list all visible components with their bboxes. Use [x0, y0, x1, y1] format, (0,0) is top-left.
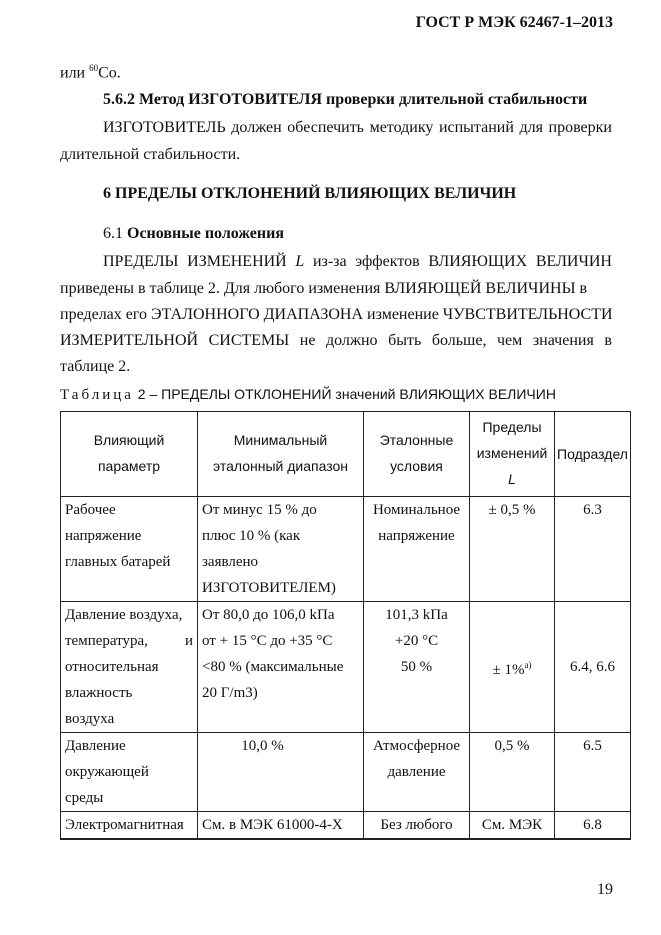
cell-line: заявлено	[202, 554, 259, 570]
word: ПРЕДЕЛЫ	[103, 253, 179, 270]
section-title: Основные положения	[127, 225, 284, 242]
cell-line: 20 Г/m3)	[202, 685, 258, 701]
cell-value: ± 1%	[492, 661, 525, 678]
caption-label: Таблица	[60, 387, 134, 403]
table-row	[61, 812, 631, 840]
cell-param	[61, 602, 198, 733]
intro-line	[60, 63, 121, 82]
influence-limits-table	[60, 411, 631, 840]
cell-param	[61, 497, 198, 602]
cell-subsection: 6.3	[555, 497, 631, 602]
header-range	[198, 412, 364, 497]
cell-line: плюс 10 % (как	[202, 528, 301, 544]
section-6-heading: 6 ПРЕДЕЛЫ ОТКЛОНЕНИЙ ВЛИЯЮЩИХ ВЕЛИЧИН	[103, 185, 517, 202]
isotope-superscript: 60	[89, 63, 99, 73]
header-line: Эталонные	[379, 432, 454, 448]
cell-line: См. в МЭК 61000-4-Х	[202, 817, 343, 833]
cell-value: 0,5 %	[494, 738, 530, 754]
word: ИЗМЕРИТЕЛЬНОЙ	[60, 332, 199, 349]
cell-ref	[364, 602, 470, 733]
word: в	[604, 332, 612, 349]
word: значения	[532, 332, 594, 349]
word: ВЕЛИЧИН	[535, 253, 612, 270]
cell-limits	[470, 497, 555, 602]
header-line: L	[508, 471, 516, 487]
header-line: Минимальный	[233, 432, 328, 448]
header-param	[61, 412, 198, 497]
intro-prefix: или	[60, 64, 90, 82]
intro-suffix: Co.	[98, 64, 121, 82]
cell-line: +20 °С	[394, 633, 439, 649]
cell-ref	[364, 812, 470, 840]
cell-line: От 80,0 до 106,0 kПа	[202, 607, 335, 623]
s562-line1	[103, 119, 612, 137]
cell-line	[65, 628, 193, 654]
cell-limits	[470, 602, 555, 733]
header-ref	[364, 412, 470, 497]
header-limits	[470, 412, 555, 497]
word: проверки	[548, 119, 612, 136]
cell-limits	[470, 812, 555, 840]
variable-l: L	[295, 253, 305, 270]
word: методику	[369, 119, 434, 136]
word: быть	[388, 332, 422, 349]
section-5-6-2-heading	[103, 91, 587, 109]
table-row	[61, 602, 631, 733]
word: не	[299, 332, 316, 349]
cell-range	[198, 602, 364, 733]
cell-value: См. МЭК	[481, 817, 543, 833]
document-header: ГОСТ Р МЭК 62467-1–2013	[415, 14, 613, 31]
cell-param	[61, 733, 198, 812]
header-line: Влияющий	[93, 432, 165, 448]
cell-line: 10,0 %	[241, 738, 284, 754]
cell-subsection: 6.4, 6.6	[555, 602, 631, 733]
cell-line: напряжение	[65, 528, 142, 544]
word: ИЗГОТОВИТЕЛЬ	[103, 119, 226, 136]
word: СИСТЕМЫ	[208, 332, 290, 349]
header-line: эталонный диапазон	[213, 458, 348, 474]
cell-line: главных батарей	[65, 554, 171, 570]
cell-line: от + 15 °С до +35 °С	[202, 633, 333, 649]
cell-param	[61, 812, 198, 840]
cell-range	[198, 733, 364, 812]
cell-line: давление	[387, 764, 446, 780]
cell-line: 50 %	[400, 659, 433, 675]
word: из-за	[312, 253, 347, 270]
cell-ref	[364, 733, 470, 812]
word: должен	[231, 119, 282, 136]
cell-line: 101,3 kПа	[385, 607, 448, 623]
cell-line: напряжение	[378, 528, 455, 544]
s61-line1	[103, 253, 612, 271]
header-line: параметр	[97, 458, 161, 474]
page-number: 19	[597, 881, 613, 898]
footnote-marker: a)	[524, 659, 532, 670]
word: чем	[497, 332, 523, 349]
cell-word: температура,	[65, 633, 148, 649]
table-row	[61, 497, 631, 602]
word: больше,	[431, 332, 487, 349]
cell-word: и	[184, 633, 193, 649]
cell-line: воздуха	[65, 711, 115, 727]
header-line: Пределы	[482, 419, 542, 435]
cell-line: Без любого	[380, 817, 453, 833]
header-subsection: Подраздел	[555, 412, 631, 497]
s61-line5: таблице 2.	[60, 358, 131, 375]
cell-line: относительная	[65, 659, 159, 675]
word: испытаний	[438, 119, 514, 136]
cell-line: <80 % (максимальные	[202, 659, 344, 675]
s61-line4	[60, 332, 612, 350]
word: эффектов	[355, 253, 420, 270]
s61-line3: пределах его ЭТАЛОННОГО ДИАПАЗОНА изменение ЧУВСТВИТЕЛЬНОСТИ	[60, 306, 613, 323]
section-number: 6.1	[103, 225, 123, 242]
cell-subsection: 6.5	[555, 733, 631, 812]
cell-ref	[364, 497, 470, 602]
cell-line: Номинальное	[372, 502, 461, 518]
section-number: 5.6.2	[103, 91, 135, 108]
cell-line: окружающей	[65, 764, 149, 780]
cell-subsection: 6.8	[555, 812, 631, 840]
table-header-row	[61, 412, 631, 497]
word: для	[519, 119, 543, 136]
cell-line: влажность	[65, 685, 133, 701]
cell-line: Электромагнитная	[65, 817, 184, 833]
word: ИЗМЕНЕНИЙ	[187, 253, 287, 270]
cell-line: ИЗГОТОВИТЕЛЕМ)	[202, 580, 336, 596]
cell-line: Рабочее	[65, 502, 116, 518]
cell-line: От минус 15 % до	[202, 502, 317, 518]
s61-line2: приведены в таблице 2. Для любого изменения ВЛИЯЮЩЕЙ ВЕЛИЧИНЫ в	[60, 280, 588, 297]
header-line: изменений	[476, 445, 548, 461]
word: должно	[326, 332, 378, 349]
header-line: условия	[390, 458, 443, 474]
cell-value: ± 0,5 %	[488, 502, 536, 518]
cell-line: среды	[65, 790, 104, 806]
section-title: Метод ИЗГОТОВИТЕЛЯ проверки длительной стабильности	[139, 91, 588, 108]
cell-line: Давление	[65, 738, 126, 754]
cell-limits	[470, 733, 555, 812]
word: обеспечить	[287, 119, 364, 136]
s562-line2: длительной стабильности.	[60, 146, 241, 163]
word: ВЛИЯЮЩИХ	[428, 253, 528, 270]
table-row	[61, 733, 631, 812]
cell-range	[198, 812, 364, 840]
cell-line: Атмосферное	[372, 738, 461, 754]
cell-line: Давление воздуха,	[65, 607, 183, 623]
cell-range	[198, 497, 364, 602]
section-6-1-heading	[103, 225, 284, 243]
caption-text: 2 – ПРЕДЕЛЫ ОТКЛОНЕНИЙ значений ВЛИЯЮЩИХ ВЕЛИЧИН	[133, 386, 556, 402]
table-caption	[60, 386, 556, 404]
